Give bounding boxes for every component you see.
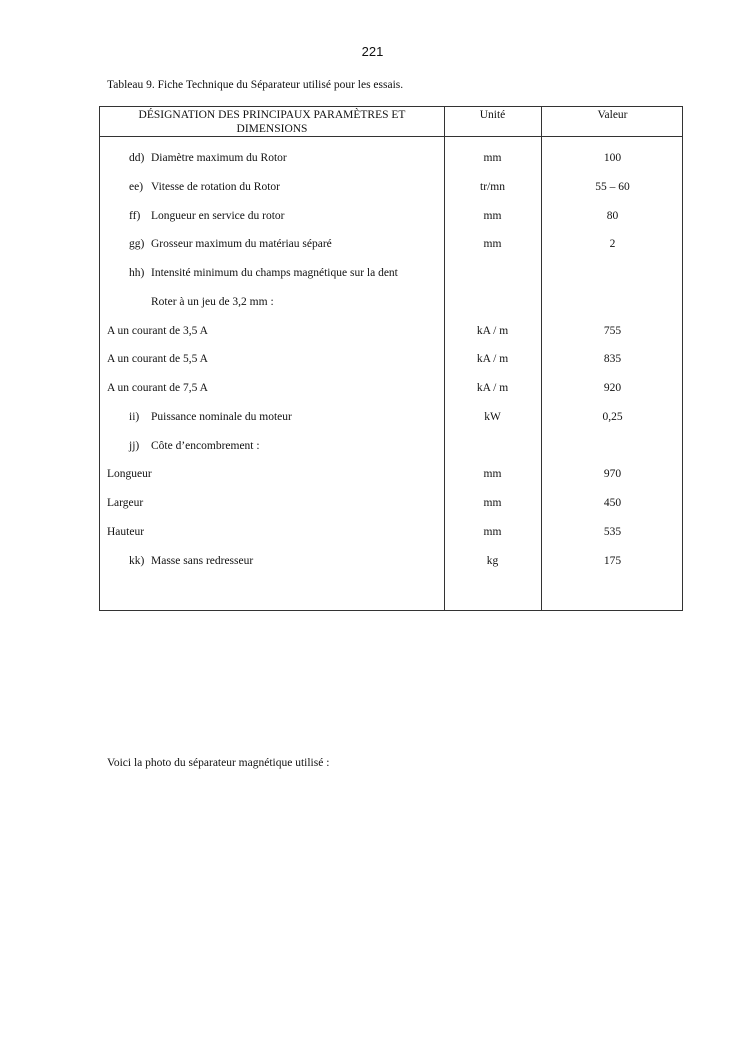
- photo-intro-text: Voici la photo du séparateur magnétique utilisé :: [107, 757, 330, 769]
- row-label-text: Largeur: [107, 497, 144, 509]
- row-label: [107, 351, 208, 367]
- row-label-text: Puissance nominale du moteur: [151, 411, 292, 423]
- row-unit: kA / m: [476, 325, 509, 337]
- row-label-text: Côte d’encombrement :: [151, 440, 260, 452]
- row-marker: jj): [129, 440, 140, 452]
- row-label-text: A un courant de 7,5 A: [107, 382, 208, 394]
- table-row: [100, 466, 684, 482]
- row-unit: mm: [483, 468, 502, 480]
- row-marker: ff): [129, 210, 141, 222]
- row-label-text: Diamètre maximum du Rotor: [151, 152, 287, 164]
- table-row: [100, 294, 684, 310]
- table-row: [100, 553, 684, 569]
- row-value: 55 – 60: [595, 181, 630, 193]
- row-unit: mm: [483, 210, 502, 222]
- table-row: [100, 265, 684, 281]
- row-value: 535: [603, 526, 622, 538]
- row-label-text: Longueur en service du rotor: [151, 210, 285, 222]
- row-unit: kA / m: [476, 353, 509, 365]
- row-unit: mm: [483, 152, 502, 164]
- row-label: [129, 409, 292, 425]
- row-label-text: A un courant de 5,5 A: [107, 353, 208, 365]
- table-row: [100, 236, 684, 252]
- header-unit: Unité: [479, 109, 506, 121]
- table-row: [100, 351, 684, 367]
- row-label-text: Grosseur maximum du matériau séparé: [151, 238, 332, 250]
- table-row: [100, 380, 684, 396]
- row-unit: mm: [483, 497, 502, 509]
- row-value: 100: [603, 152, 622, 164]
- row-unit: kA / m: [476, 382, 509, 394]
- header-divider: [100, 136, 682, 137]
- row-label: [151, 294, 274, 310]
- row-label-text: Intensité minimum du champs magnétique sur la dent: [151, 267, 398, 279]
- row-label: [129, 179, 280, 195]
- row-label-text: Vitesse de rotation du Rotor: [151, 181, 280, 193]
- row-value: 755: [603, 325, 622, 337]
- row-label-text: Hauteur: [107, 526, 145, 538]
- row-label-text: Roter à un jeu de 3,2 mm :: [151, 296, 274, 308]
- row-label: [107, 495, 143, 511]
- table-row: [100, 208, 684, 224]
- row-label: [129, 236, 332, 252]
- row-label: [129, 265, 398, 281]
- header-designation: [100, 108, 444, 136]
- row-label: [129, 438, 260, 454]
- row-value: 2: [609, 238, 616, 250]
- row-marker: dd): [129, 152, 145, 164]
- row-label: [107, 380, 208, 396]
- row-unit: tr/mn: [480, 181, 505, 193]
- row-label: [129, 150, 287, 166]
- row-label: [129, 208, 284, 224]
- row-label-text: Longueur: [107, 468, 152, 480]
- row-value: 450: [603, 497, 622, 509]
- table-row: [100, 438, 684, 454]
- header-value: Valeur: [597, 109, 628, 121]
- row-label: [107, 323, 208, 339]
- row-value: 175: [603, 555, 622, 567]
- row-label: [129, 553, 253, 569]
- row-value: 970: [603, 468, 622, 480]
- row-label-text: Masse sans redresseur: [151, 555, 254, 567]
- row-unit: mm: [483, 526, 502, 538]
- row-unit: kg: [486, 555, 499, 567]
- row-value: 835: [603, 353, 622, 365]
- table-caption: Tableau 9. Fiche Technique du Séparateur utilisé pour les essais.: [107, 79, 404, 91]
- row-value: 0,25: [602, 411, 623, 423]
- page-number: 221: [361, 44, 384, 59]
- table-row: [100, 179, 684, 195]
- row-unit: mm: [483, 238, 502, 250]
- row-marker: hh): [129, 267, 145, 279]
- row-unit: kW: [484, 411, 501, 423]
- table-row: [100, 495, 684, 511]
- row-value: 80: [606, 210, 619, 222]
- row-value: 920: [603, 382, 622, 394]
- spec-table: [99, 106, 683, 611]
- row-marker: ee): [129, 181, 144, 193]
- row-label-text: A un courant de 3,5 A: [107, 325, 208, 337]
- row-label: [107, 524, 144, 540]
- header-designation-line1: DÉSIGNATION DES PRINCIPAUX PARAMÈTRES ET: [138, 109, 406, 121]
- table-row: [100, 409, 684, 425]
- header-designation-line2: DIMENSIONS: [236, 123, 308, 135]
- row-marker: gg): [129, 238, 145, 250]
- row-marker: ii): [129, 411, 140, 423]
- table-row: [100, 524, 684, 540]
- row-label: [107, 466, 152, 482]
- table-row: [100, 323, 684, 339]
- table-row: [100, 150, 684, 166]
- row-marker: kk): [129, 555, 145, 567]
